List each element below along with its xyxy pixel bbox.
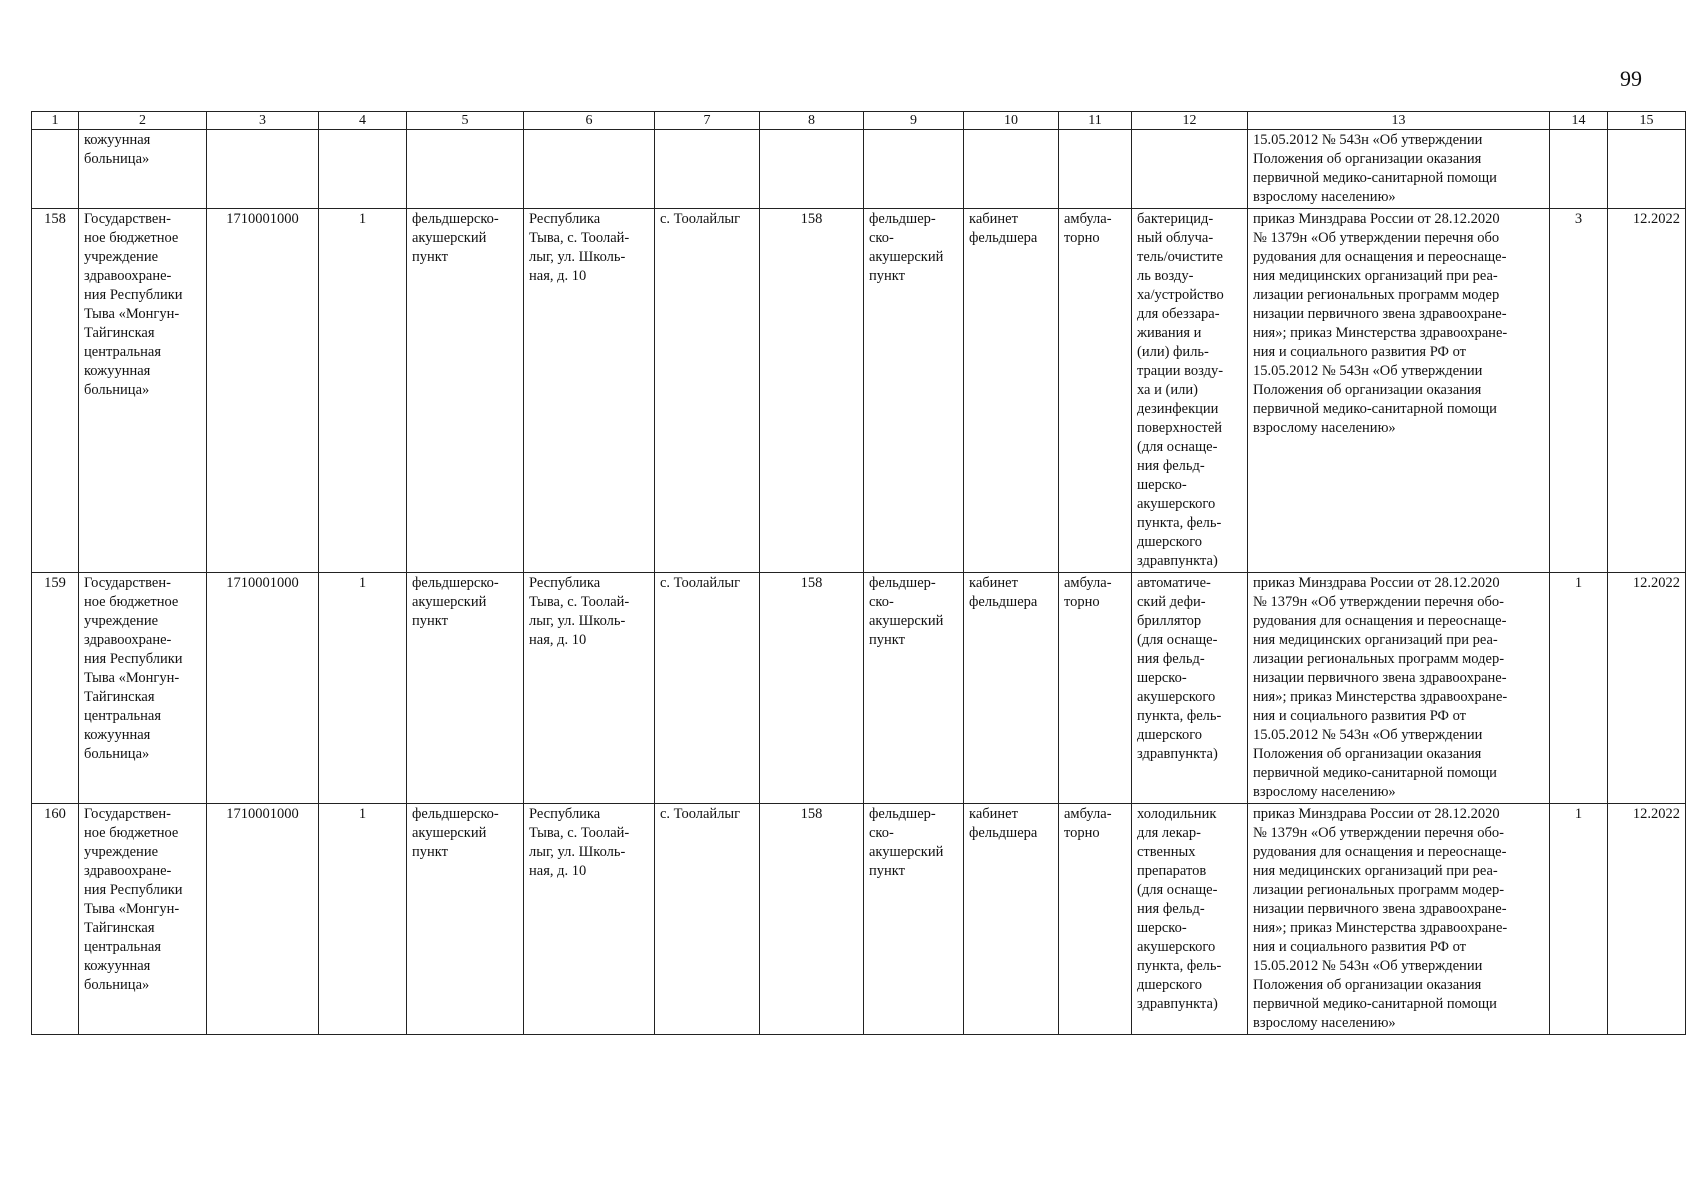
cell-division: фельдшер- ско- акушерский пункт <box>864 209 964 573</box>
cell-room: кабинет фельдшера <box>964 573 1059 804</box>
table-row <box>32 804 1686 1035</box>
cell-oktmo: 1710001000 <box>207 573 319 804</box>
cell-address: Республика Тыва, с. Тоолай- лыг, ул. Школь- ная, д. 10 <box>524 804 655 1035</box>
cell-empty <box>1132 130 1248 209</box>
cell-facility-type: фельдшерско- акушерский пункт <box>407 573 524 804</box>
cell-care-type: амбула- торно <box>1059 804 1132 1035</box>
column-header: 3 <box>207 112 319 130</box>
cell-number <box>32 130 79 209</box>
cell-empty <box>964 130 1059 209</box>
column-header: 10 <box>964 112 1059 130</box>
cell-empty <box>319 130 407 209</box>
cell-room: кабинет фельдшера <box>964 804 1059 1035</box>
table-row <box>32 573 1686 804</box>
cell-oktmo: 1710001000 <box>207 209 319 573</box>
cell-division: фельдшер- ско- акушерский пункт <box>864 573 964 804</box>
cell-equipment: автоматиче- ский дефи- бриллятор (для оснаще- ния фельд- шерско- акушерского пункта, фель- дшерского здравпункта) <box>1132 573 1248 804</box>
cell-facility-type: фельдшерско- акушерский пункт <box>407 209 524 573</box>
column-header: 13 <box>1248 112 1550 130</box>
page-number: 99 <box>1620 66 1642 91</box>
cell-empty <box>864 130 964 209</box>
cell-facility-type: фельдшерско- акушерский пункт <box>407 804 524 1035</box>
column-header: 2 <box>79 112 207 130</box>
cell-date: 12.2022 <box>1608 209 1686 573</box>
cell-settlement: с. Тоолайлыг <box>655 573 760 804</box>
cell-empty <box>524 130 655 209</box>
cell-organization: Государствен- ное бюджетное учреждение здравоохране- ния Республики Тыва «Монгун- Тайгинская центральная кожуунная больница» <box>79 804 207 1035</box>
column-header: 1 <box>32 112 79 130</box>
cell-empty <box>1550 130 1608 209</box>
equipment-table <box>31 111 1686 1035</box>
cell-count: 1 <box>319 209 407 573</box>
cell-empty <box>1608 130 1686 209</box>
cell-care-type: амбула- торно <box>1059 209 1132 573</box>
cell-empty <box>407 130 524 209</box>
cell-empty <box>1059 130 1132 209</box>
continuation-row <box>32 130 1686 209</box>
cell-empty <box>760 130 864 209</box>
cell-organization: кожуунная больница» <box>79 130 207 209</box>
cell-address: Республика Тыва, с. Тоолай- лыг, ул. Школь- ная, д. 10 <box>524 209 655 573</box>
cell-number: 159 <box>32 573 79 804</box>
cell-number: 160 <box>32 804 79 1035</box>
column-header: 11 <box>1059 112 1132 130</box>
cell-population: 158 <box>760 209 864 573</box>
cell-quantity: 1 <box>1550 804 1608 1035</box>
cell-quantity: 3 <box>1550 209 1608 573</box>
cell-settlement: с. Тоолайлыг <box>655 804 760 1035</box>
cell-population: 158 <box>760 573 864 804</box>
header-row <box>32 112 1686 130</box>
cell-equipment: бактерицид- ный облуча- тель/очистите ль возду- ха/устройство для обеззара- живания и (или) филь- трации возду- ха и (или) дезинфекции поверхностей (для оснаще- ния фельд- шерско- акушерского пункта, фель- дшерского здравпункта) <box>1132 209 1248 573</box>
cell-basis: приказ Минздрава России от 28.12.2020 № 1379н «Об утверждении перечня обо рудования для оснащения и переоснаще- ния медицинских организаций при реа- лизации региональных программ модер низации первичного звена здравоохране- ния»; приказ Минстерства здравоохране- ния и социального развития РФ от 15.05.2012 № 543н «Об утверждении Положения об организации оказания первичной медико-санитарной помощи взрослому населению» <box>1248 209 1550 573</box>
cell-date: 12.2022 <box>1608 804 1686 1035</box>
column-header: 8 <box>760 112 864 130</box>
cell-equipment: холодильник для лекар- ственных препаратов (для оснаще- ния фельд- шерско- акушерского пункта, фель- дшерского здравпункта) <box>1132 804 1248 1035</box>
cell-basis: 15.05.2012 № 543н «Об утверждении Положения об организации оказания первичной медико-санитарной помощи взрослому населению» <box>1248 130 1550 209</box>
cell-room: кабинет фельдшера <box>964 209 1059 573</box>
cell-address: Республика Тыва, с. Тоолай- лыг, ул. Школь- ная, д. 10 <box>524 573 655 804</box>
cell-settlement: с. Тоолайлыг <box>655 209 760 573</box>
column-header: 4 <box>319 112 407 130</box>
cell-organization: Государствен- ное бюджетное учреждение здравоохране- ния Республики Тыва «Монгун- Тайгинская центральная кожуунная больница» <box>79 209 207 573</box>
column-header: 5 <box>407 112 524 130</box>
column-header: 6 <box>524 112 655 130</box>
table-row <box>32 209 1686 573</box>
cell-care-type: амбула- торно <box>1059 573 1132 804</box>
column-header: 12 <box>1132 112 1248 130</box>
cell-population: 158 <box>760 804 864 1035</box>
cell-date: 12.2022 <box>1608 573 1686 804</box>
cell-organization: Государствен- ное бюджетное учреждение здравоохране- ния Республики Тыва «Монгун- Тайгинская центральная кожуунная больница» <box>79 573 207 804</box>
cell-empty <box>655 130 760 209</box>
column-header: 14 <box>1550 112 1608 130</box>
cell-empty <box>207 130 319 209</box>
cell-count: 1 <box>319 804 407 1035</box>
cell-division: фельдшер- ско- акушерский пункт <box>864 804 964 1035</box>
cell-quantity: 1 <box>1550 573 1608 804</box>
column-header: 7 <box>655 112 760 130</box>
column-header: 15 <box>1608 112 1686 130</box>
cell-count: 1 <box>319 573 407 804</box>
column-header: 9 <box>864 112 964 130</box>
cell-oktmo: 1710001000 <box>207 804 319 1035</box>
cell-number: 158 <box>32 209 79 573</box>
cell-basis: приказ Минздрава России от 28.12.2020 № 1379н «Об утверждении перечня обо- рудования для оснащения и переоснаще- ния медицинских организаций при реа- лизации региональных программ модер- низации первичного звена здравоохране- ния»; приказ Минстерства здравоохране- ния и социального развития РФ от 15.05.2012 № 543н «Об утверждении Положения об организации оказания первичной медико-санитарной помощи взрослому населению» <box>1248 573 1550 804</box>
cell-basis: приказ Минздрава России от 28.12.2020 № 1379н «Об утверждении перечня обо- рудования для оснащения и переоснаще- ния медицинских организаций при реа- лизации региональных программ модер- низации первичного звена здравоохране- ния»; приказ Минстерства здравоохране- ния и социального развития РФ от 15.05.2012 № 543н «Об утверждении Положения об организации оказания первичной медико-санитарной помощи взрослому населению» <box>1248 804 1550 1035</box>
